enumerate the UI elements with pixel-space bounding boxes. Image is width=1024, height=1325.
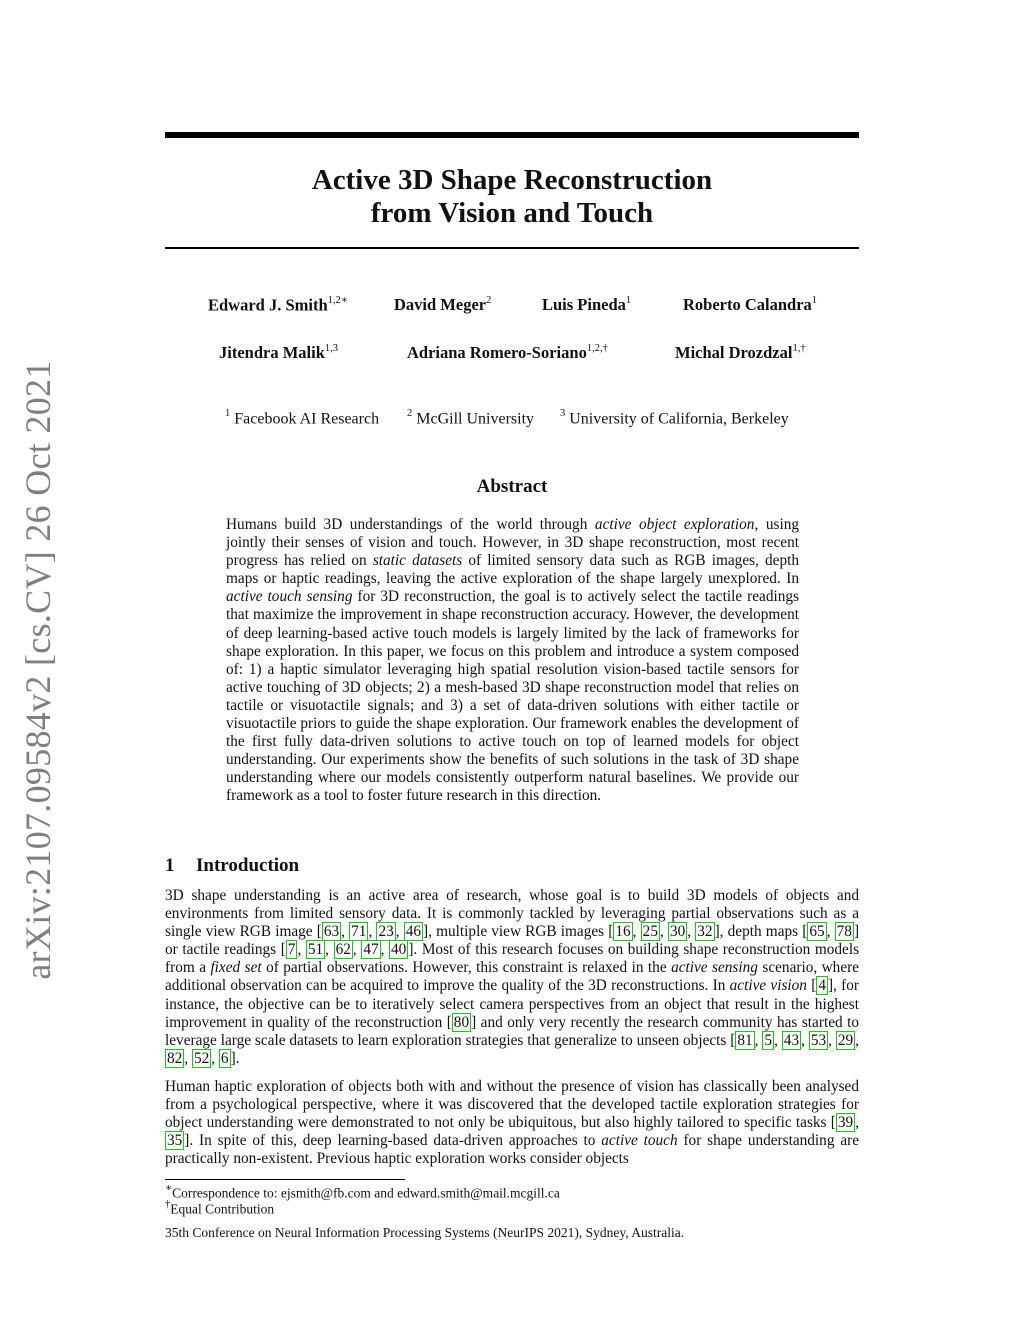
citation-link[interactable]: 53 <box>810 1031 827 1049</box>
text-run: , <box>801 1031 809 1049</box>
text-run: , <box>826 923 835 941</box>
citation-link[interactable]: 43 <box>783 1031 800 1049</box>
text-run: ] and only very recently the research community has started to leverage large scale datasets to learn exploration strategies that generalize to unseen objects [ <box>165 1013 859 1049</box>
citation-link[interactable]: 51 <box>307 941 324 959</box>
citation-link[interactable]: 46 <box>405 923 422 941</box>
footnote-equal-contribution: †Equal Contribution <box>165 1199 275 1217</box>
citation-link[interactable]: 80 <box>453 1013 470 1031</box>
paper-title-line-1: Active 3D Shape Reconstruction <box>311 164 713 196</box>
author-2: David Meger$^2$ <box>394 294 492 314</box>
footnote-rule <box>165 1179 405 1180</box>
text-run: ]. Most of this research focuses on building shape reconstruction models from a <box>165 941 860 977</box>
citation-link[interactable]: 35 <box>167 1132 183 1150</box>
emphasized-text: active touch <box>601 1132 678 1150</box>
text-run: ], for instance, the objective can be to iteratively select camera perspectives from an object that result in the highest improvement in quality of the reconstruction [ <box>165 977 859 1031</box>
text-run: , <box>687 923 696 941</box>
citation-link[interactable]: 30 <box>669 923 686 941</box>
text-run: , <box>211 1049 219 1067</box>
text-run: , <box>395 923 404 941</box>
text-run: , <box>754 1031 763 1049</box>
citation-link[interactable]: 52 <box>193 1049 210 1067</box>
citation-link[interactable]: 23 <box>378 923 394 941</box>
author-1: Edward J. Smith$^{1,2∗}$ <box>208 295 348 315</box>
citation-link[interactable]: 40 <box>391 941 407 959</box>
text-run: ] or tactile readings [ <box>165 923 860 959</box>
text-run: , <box>774 1031 782 1049</box>
text-run: of partial observations. However, this constraint is relaxed in the <box>261 959 672 977</box>
affiliation-2: $^2$ McGill University <box>407 408 535 428</box>
citation-link[interactable]: 16 <box>615 923 631 941</box>
text-run: scenario, where additional observation can be acquired to improve the quality of the 3D reconstructions. In <box>165 959 859 995</box>
text-run: , <box>632 923 641 941</box>
text-run: , <box>341 923 350 941</box>
citation-link[interactable]: 39 <box>837 1114 854 1132</box>
citation-link[interactable]: 78 <box>836 923 852 941</box>
text-run: 3D shape understanding is an active area of research, whose goal is to build 3D models of objects and environments from limited sensory data. It is commonly tackled by leveraging partial observations such as a single view RGB image [ <box>165 887 859 941</box>
citation-link[interactable]: 25 <box>642 923 658 941</box>
text-run: , <box>855 1031 859 1049</box>
text-run: [ <box>806 977 817 995</box>
section-heading-introduction: 1 Introduction <box>165 855 300 876</box>
text-run: ], depth maps [ <box>714 923 808 941</box>
citation-link[interactable]: 4 <box>818 977 826 995</box>
text-run: for shape understanding are practically non-existent. Previous haptic exploration works consider objects <box>165 1132 859 1168</box>
title-bottom-rule <box>165 247 859 249</box>
citation-link[interactable]: 62 <box>335 941 351 959</box>
text-run: , <box>380 941 390 959</box>
arxiv-stamp <box>18 360 58 980</box>
title-top-rule <box>165 132 859 138</box>
text-run: , <box>297 941 306 959</box>
text-run: ]. In spite of this, deep learning-based data-driven approaches to <box>184 1132 602 1150</box>
citation-link[interactable]: 63 <box>323 923 340 941</box>
abstract-body <box>226 516 799 806</box>
emphasized-text: active object exploration <box>594 516 755 533</box>
affiliation-3: $^3$ University of California, Berkeley <box>560 408 789 428</box>
emphasized-text: fixed set <box>210 959 262 977</box>
conference-note: 35th Conference on Neural Information Processing Systems (NeurIPS 2021), Sydney, Australia. <box>165 1225 685 1240</box>
citation-link[interactable]: 47 <box>363 941 379 959</box>
text-run: , using jointly their senses of vision and touch. However, in 3D shape reconstruction, most recent progress has relied on <box>226 516 799 570</box>
citation-link[interactable]: 65 <box>809 923 825 941</box>
citation-link[interactable]: 32 <box>697 923 713 941</box>
author-7: Michal Drozdzal$^{1,\dagger}$ <box>675 342 806 362</box>
text-run: of limited sensory data such as RGB images, depth maps or haptic readings, leaving the active exploration of the shape largely unexplored. In <box>226 552 799 588</box>
emphasized-text: active touch sensing <box>226 588 353 606</box>
text-run: , <box>855 1114 859 1132</box>
text-run: , <box>325 941 334 959</box>
text-run: , <box>828 1031 836 1049</box>
abstract-heading: Abstract <box>476 476 548 497</box>
citation-link[interactable]: 5 <box>764 1031 773 1049</box>
author-5: Jitendra Malik$^{1,3}$ <box>219 342 338 362</box>
text-run: Humans build 3D understandings of the world through <box>226 516 595 533</box>
affiliation-1: $^1$ Facebook AI Research <box>225 408 380 428</box>
arxiv-stamp-text: arXiv:2107.09584v2 [cs.CV] 26 Oct 2021 <box>18 360 58 980</box>
emphasized-text: active vision <box>729 977 807 995</box>
intro-paragraph-2 <box>165 1078 859 1168</box>
text-run: for 3D reconstruction, the goal is to actively select the tactile readings that maximize the improvement in shape reconstruction accuracy. However, the development of deep learning-based active touch models is largely limited by the lack of frameworks for shape exploration. In this paper, we focus on this problem and introduce a system composed of: 1) a haptic simulator leveraging high spatial resolution vision-based tactile sensors for active touching of 3D objects; 2) a mesh-based 3D shape reconstruction model that relies on tactile or visuotactile signals; and 3) a set of data-driven solutions with either tactile or visuotactile priors to guide the shape exploration. Our framework enables the development of the first fully data-driven solutions to active touch on top of learned models for object understanding. Our experiments show the benefits of such solutions in the task of 3D shape understanding where our models consistently outperform natural baselines. We provide our framework as a tool to foster future research in this direction. <box>226 588 799 805</box>
citation-link[interactable]: 81 <box>737 1031 753 1049</box>
text-run: , <box>368 923 377 941</box>
text-run: , <box>184 1049 192 1067</box>
citation-link[interactable]: 7 <box>287 941 296 959</box>
footnote-correspondence: ∗Correspondence to: ejsmith@fb.com and edward.smith@mail.mcgill.ca <box>165 1183 560 1201</box>
citation-link[interactable]: 6 <box>220 1049 229 1067</box>
text-run: ]. <box>230 1049 240 1067</box>
author-6: Adriana Romero-Soriano$^{1,2,\dagger}$ <box>407 342 608 362</box>
emphasized-text: active sensing <box>671 959 758 977</box>
text-run: , <box>659 923 668 941</box>
intro-paragraph-1 <box>165 887 859 1068</box>
author-3: Luis Pineda$^1$ <box>542 294 632 314</box>
text-run: , <box>352 941 362 959</box>
citation-link[interactable]: 82 <box>167 1049 183 1067</box>
text-run: ], multiple view RGB images [ <box>423 923 614 941</box>
emphasized-text: static datasets <box>372 552 463 570</box>
text-run: Human haptic exploration of objects both with and without the presence of vision has classically been analysed from a psychological perspective, where it was discovered that the developed tactile exploration strategies for object understanding were demonstrated to not only be ubiquitous, but also highly tailored to specific tasks [ <box>165 1078 859 1132</box>
citation-link[interactable]: 71 <box>351 923 367 941</box>
paper-title-line-2: from Vision and Touch <box>370 197 654 229</box>
citation-link[interactable]: 29 <box>837 1031 854 1049</box>
author-4: Roberto Calandra$^1$ <box>683 294 818 314</box>
